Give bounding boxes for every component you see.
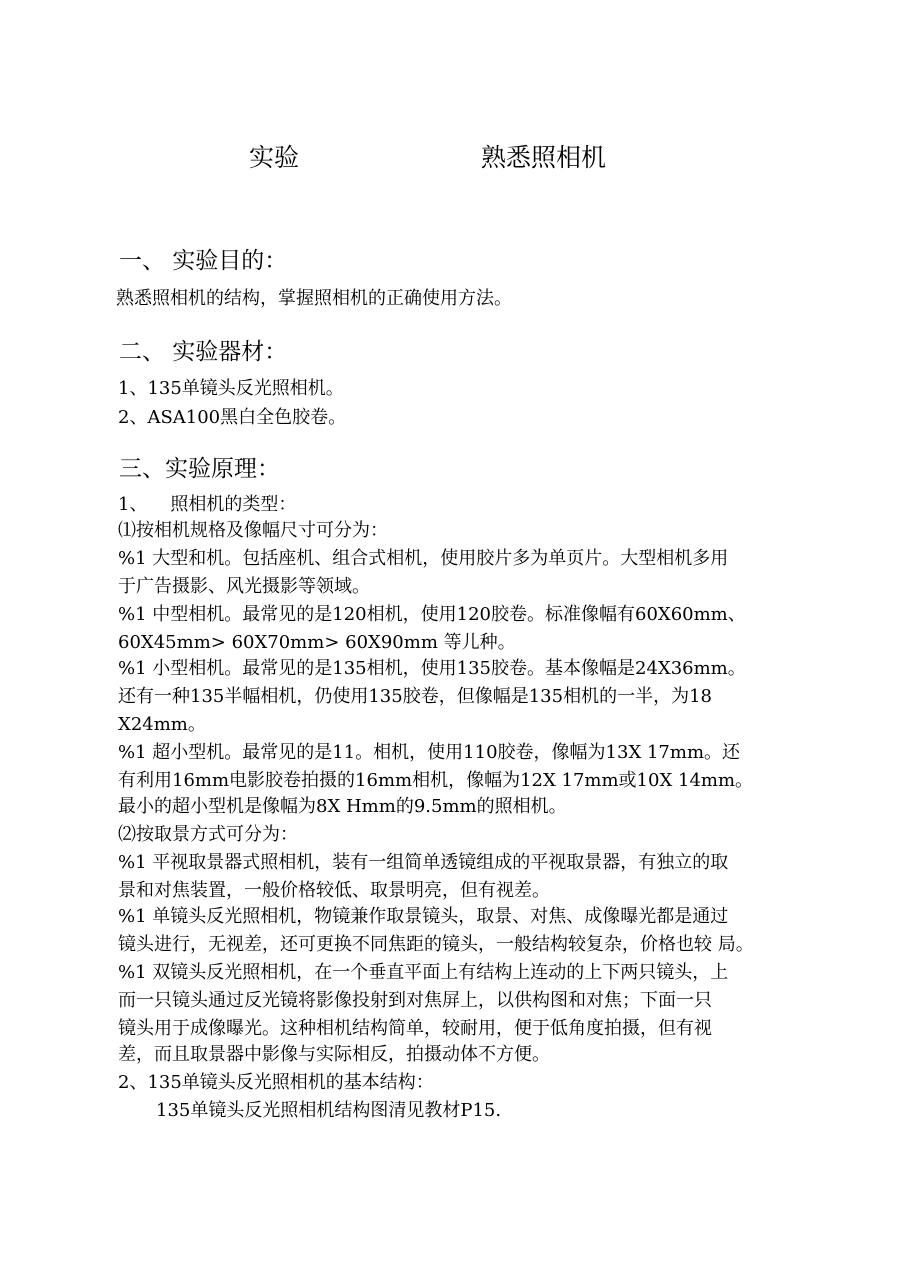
- body-line: %1 中型相机。最常见的是120相机，使用120胶卷。标准像幅有60X60mm、: [118, 604, 746, 625]
- body-line: ⑴按相机规格及像幅尺寸可分为：: [118, 520, 388, 541]
- body-line: 2、135单镜头反光照相机的基本结构：: [118, 1072, 434, 1093]
- body-line: 最小的超小型机是像幅为8X Hmm的9.5mm的照相机。: [118, 796, 567, 817]
- section-1-text: 熟悉照相机的结构，掌握照相机的正确使用方法。: [116, 288, 512, 309]
- body-line: %1 单镜头反光照相机，物镜兼作取景镜头，取景、对焦、成像曝光都是通过: [118, 906, 729, 927]
- body-line: 有利用16mm电影胶卷拍摄的16mm相机，像幅为12X 17mm或10X 14mm。: [118, 770, 754, 791]
- body-line: 135单镜头反光照相机结构图清见教材P15.: [156, 1100, 502, 1121]
- body-line: %1 平视取景器式照相机，装有一组简单透镜组成的平视取景器，有独立的取: [118, 852, 729, 873]
- section-1-heading: 一、 实验目的：: [119, 248, 288, 274]
- body-line: 镜头用于成像曝光。这种相机结构简单，较耐用，便于低角度拍摄，但有视: [118, 1018, 712, 1039]
- equipment-item: 2、ASA100黑白全色胶卷。: [118, 407, 347, 428]
- body-line: %1 双镜头反光照相机，在一个垂直平面上有结构上连动的上下两只镜头，上: [118, 962, 729, 983]
- body-line: X24mm。: [118, 714, 206, 735]
- body-line: 60X45mm> 60X70mm> 60X90mm 等儿种。: [118, 632, 516, 653]
- body-line: 差，而且取景器中影像与实际相反，拍摄动体不方便。: [118, 1044, 550, 1065]
- body-line: 1、 照相机的类型：: [118, 494, 297, 515]
- body-line: 而一只镜头通过反光镜将影像投射到对焦屏上，以供构图和对焦；下面一只: [118, 990, 712, 1011]
- body-line: %1 超小型机。最常见的是11。相机，使用110胶卷，像幅为13X 17mm。还: [118, 742, 741, 763]
- section-2-heading: 二、 实验器材：: [119, 339, 288, 365]
- body-line: %1 大型和机。包括座机、组合式相机，使用胶片多为单页片。大型相机多用: [118, 548, 729, 569]
- body-line: 景和对焦装置，一般价格较低、取景明亮，但有视差。: [118, 880, 550, 901]
- body-line: 于广告摄影、风光摄影等领域。: [118, 576, 370, 597]
- body-line: 镜头进行，无视差，还可更换不同焦距的镜头，一般结构较复杂，价格也较 局。: [118, 934, 754, 955]
- equipment-item: 1、135单镜头反光照相机。: [118, 378, 344, 399]
- body-line: %1 小型相机。最常见的是135相机，使用135胶卷。基本像幅是24X36mm。: [118, 658, 746, 679]
- section-3-heading: 三、实验原理：: [119, 456, 280, 482]
- title-left: 实验: [249, 143, 300, 172]
- body-line: 还有一种135半幅相机，仍使用135胶卷，但像幅是135相机的一半，为18: [118, 686, 712, 707]
- title-right: 熟悉照相机: [481, 143, 607, 172]
- body-line: ⑵按取景方式可分为：: [118, 824, 298, 845]
